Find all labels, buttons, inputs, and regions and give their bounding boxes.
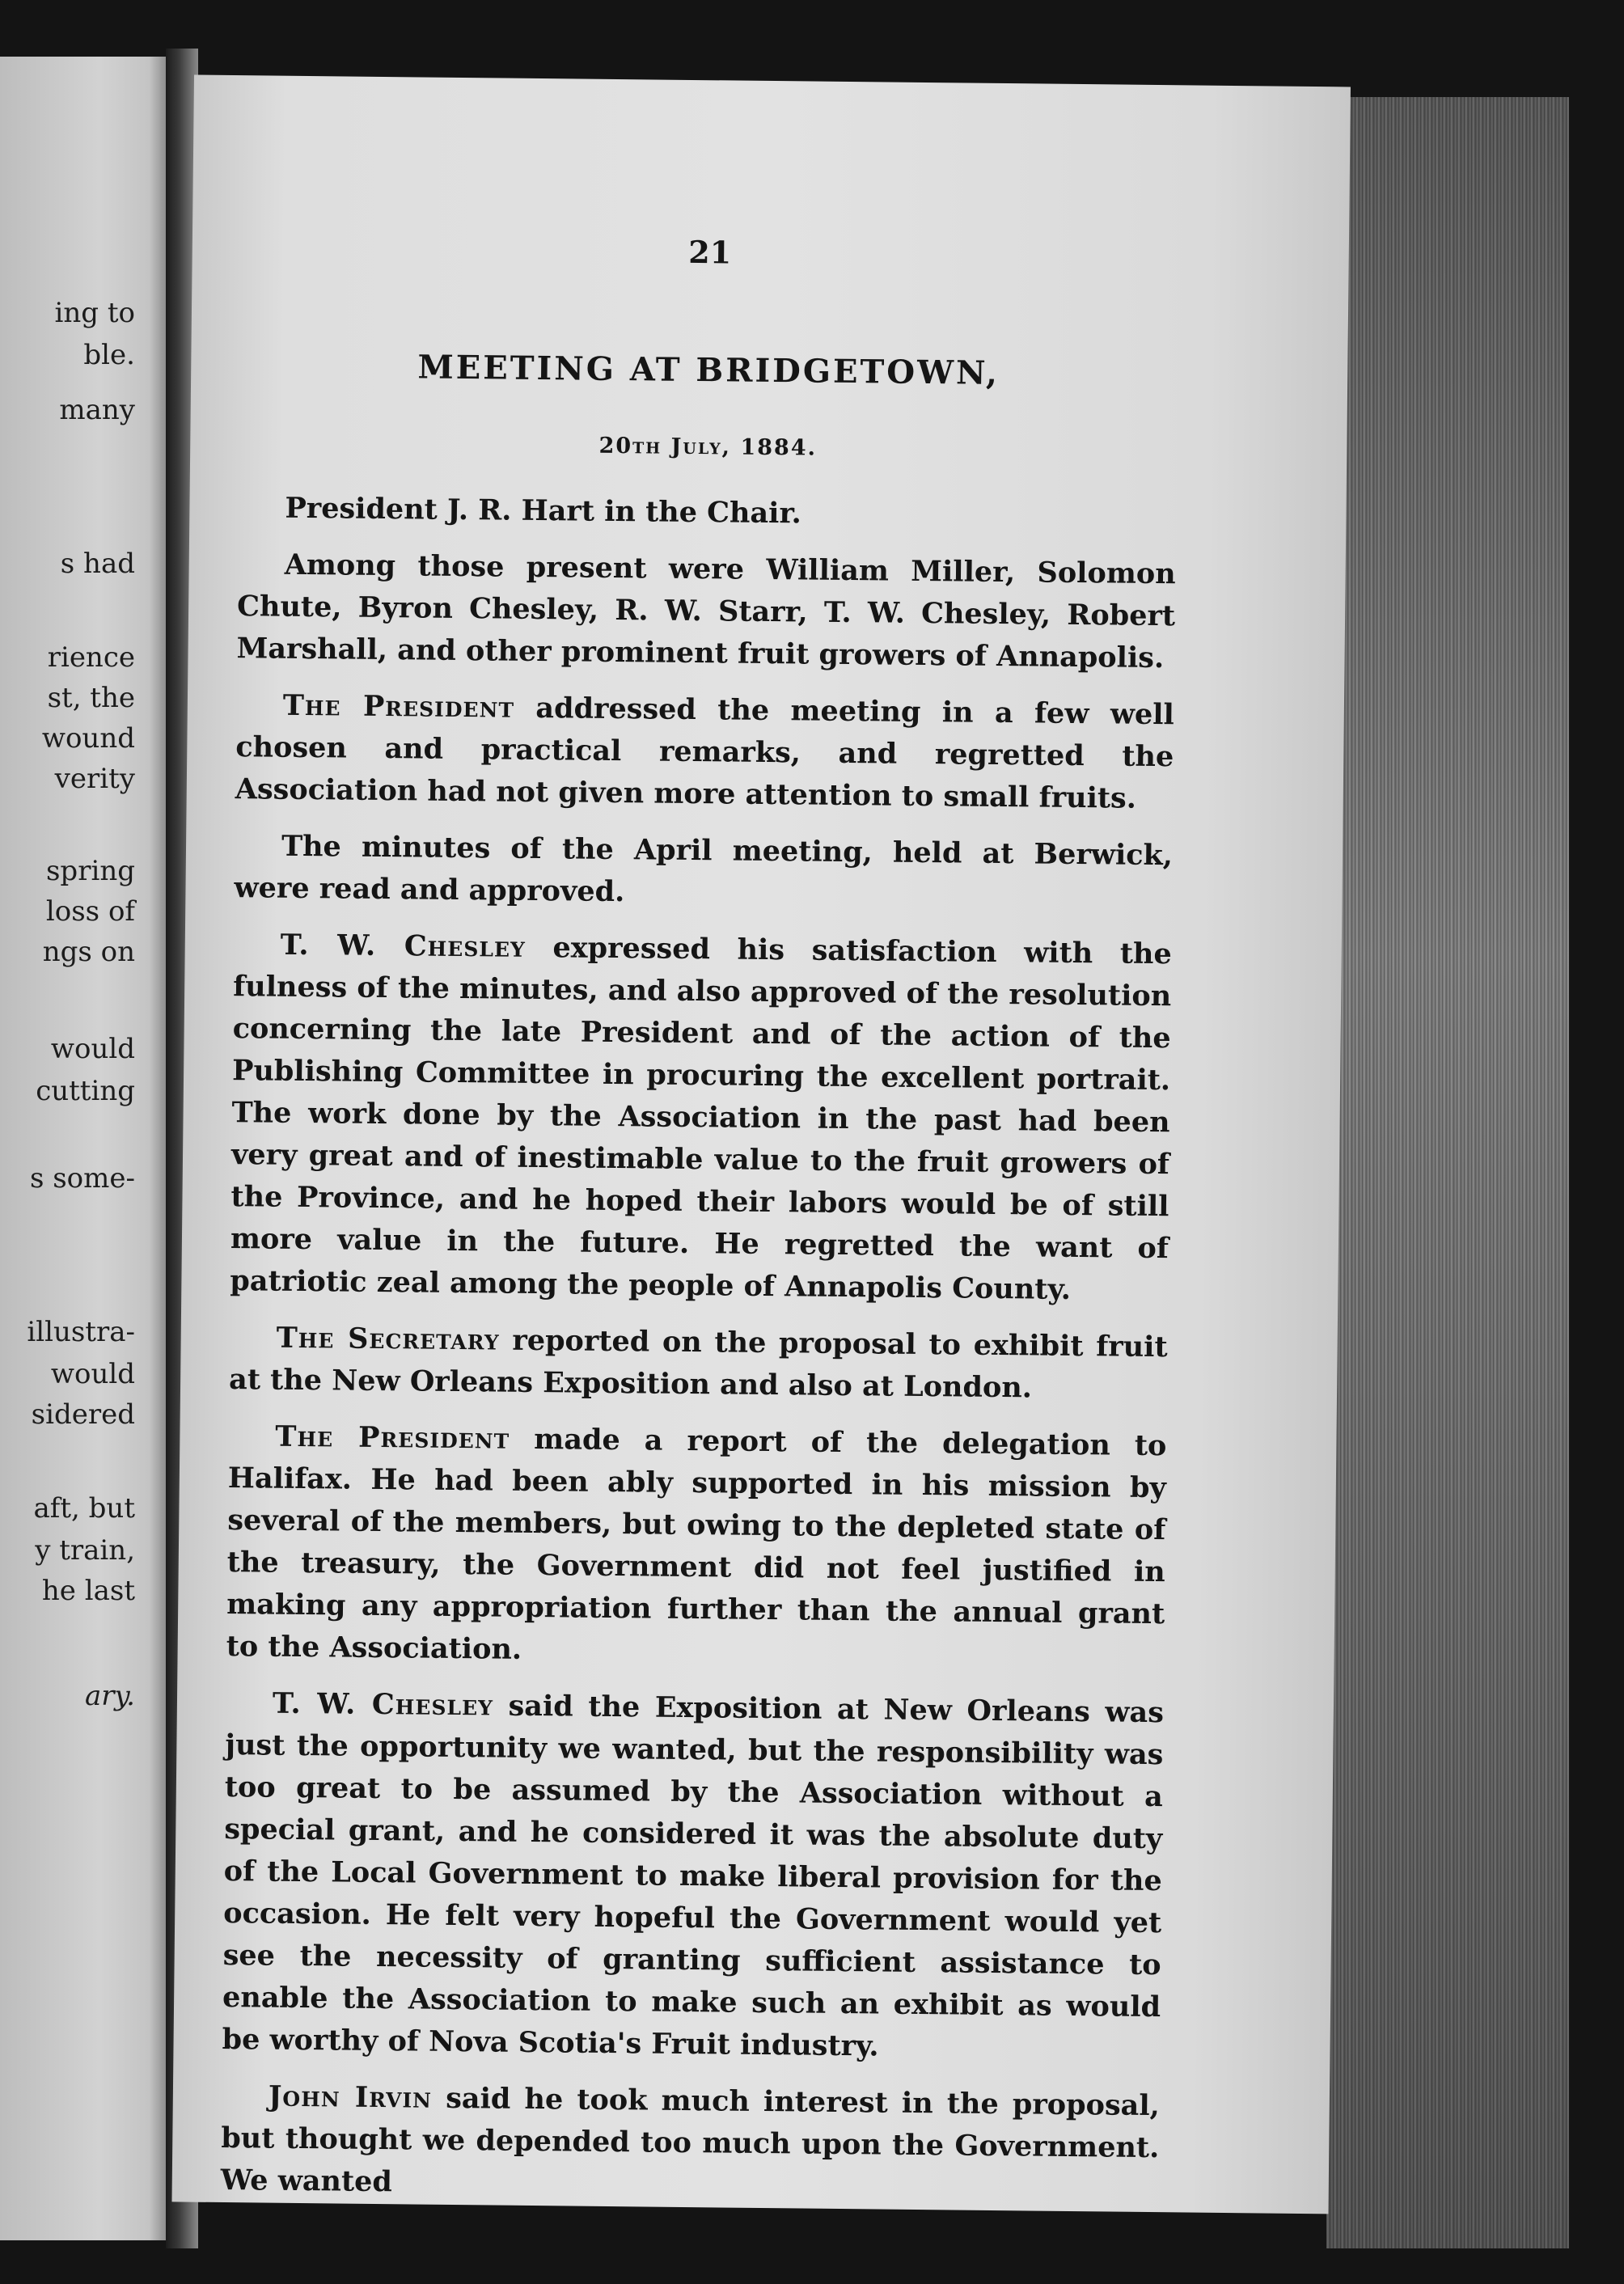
left-page-fragment: st, the: [47, 682, 135, 714]
left-page-fragment: verity: [54, 763, 135, 795]
left-page-fragment: ing to: [54, 297, 135, 329]
page-title: MEETING AT BRIDGETOWN,: [417, 348, 1000, 392]
paragraph-text: said he took much interest in the proposal, but thought we depended too much upon the Government. We wanted: [220, 2081, 1161, 2199]
paragraph-text: made a report of the delegation to Halifax. He had been ably supported in his mission by several of the members, but owing to the depleted state of the treasury, the Government did not feel justified in making any appropriation further than the annual grant to the Association.: [226, 1422, 1167, 1666]
left-page-fragment: he last: [41, 1575, 135, 1607]
speaker-name: The President: [282, 688, 515, 725]
left-page-fragment: loss of: [45, 895, 135, 928]
page-content: [220, 229, 1179, 2226]
irvin-paragraph: [221, 2075, 1161, 2211]
speaker-name: John Irvin: [268, 2079, 433, 2115]
left-page-fragment: aft, but: [33, 1492, 135, 1525]
left-page-fragment: ngs on: [42, 936, 135, 968]
left-page-fragment: would: [50, 1358, 135, 1390]
speaker-name: T. W. Chesley: [280, 928, 527, 964]
left-page-fragment: s some-: [29, 1162, 135, 1195]
left-page-fragment: ble.: [83, 339, 135, 371]
paragraph-text: addressed the meeting in a few well chosen and practical remarks, and regretted the Association had not given more attention to small fruits.: [235, 691, 1175, 815]
paragraph-text: said the Exposition at New Orleans was just the opportunity we wanted, but the responsibility was too great to be assumed by the Association without a special grant, and he considered it was the absolute duty of the Local Government to make liberal provision for the occasion. He felt very hopeful the Government would yet see the necessity of granting sufficient assistance to enable the Association to make such an exhibit as would be worthy of Nova Scotia's Fruit industry.: [222, 1689, 1165, 2063]
book-page: [171, 75, 1350, 2214]
left-page-fragment: rience: [47, 641, 135, 674]
left-page-fragment: cutting: [36, 1075, 135, 1107]
left-page-fragment: sidered: [31, 1398, 135, 1431]
page-number: 21: [688, 233, 732, 271]
left-page-fragment: ary.: [84, 1680, 135, 1712]
paragraph-text: reported on the proposal to exhibit fruit at the New Orleans Exposition and also at London.: [228, 1323, 1168, 1405]
president-report-paragraph: [226, 1415, 1166, 1677]
attendees-paragraph: Among those present were William Miller, Solomon Chute, Byron Chesley, R. W. Starr, T. W. Chesley, Robert Marshall, and other prominent fruit growers of Annapolis.: [236, 548, 1176, 675]
speaker-name: The Secretary: [276, 1321, 500, 1357]
left-page-fragment: y train,: [35, 1534, 135, 1567]
speaker-name: T. W. Chesley: [272, 1686, 494, 1723]
book-page-edges: [1326, 97, 1569, 2248]
minutes-paragraph: The minutes of the April meeting, held at Berwick, were read and approved.: [234, 829, 1174, 909]
left-page-fragment: wound: [41, 722, 135, 755]
left-page-fragment: illustra-: [27, 1316, 135, 1348]
left-page-fragment: s had: [60, 548, 135, 580]
secretary-report-paragraph: [229, 1317, 1168, 1411]
paragraph-text: expressed his satisfaction with the fulness of the minutes, and also approved of the resolution concerning the late President and of the action of the Publishing Committee in procuring the excellent portrait. The work done by the Association in the past had been very great and of inestimable value to the fruit growers of the Province, and he hoped their labors would be of still more value in the future. He regretted the want of patriotic zeal among the people of Annapolis County.: [230, 930, 1172, 1306]
chesley-exposition-paragraph: [222, 1682, 1164, 2070]
left-facing-page: [0, 57, 166, 2240]
left-page-fragment: would: [50, 1033, 135, 1065]
speaker-name: The President: [275, 1419, 510, 1456]
meeting-date: 20th July, 1884.: [598, 433, 818, 461]
president-address-paragraph: [235, 684, 1175, 820]
left-page-fragment: spring: [45, 855, 135, 887]
left-page-fragment: many: [59, 394, 135, 426]
chesley-satisfaction-paragraph: [230, 924, 1172, 1312]
chair-paragraph: President J. R. Hart in the Chair.: [285, 491, 802, 531]
